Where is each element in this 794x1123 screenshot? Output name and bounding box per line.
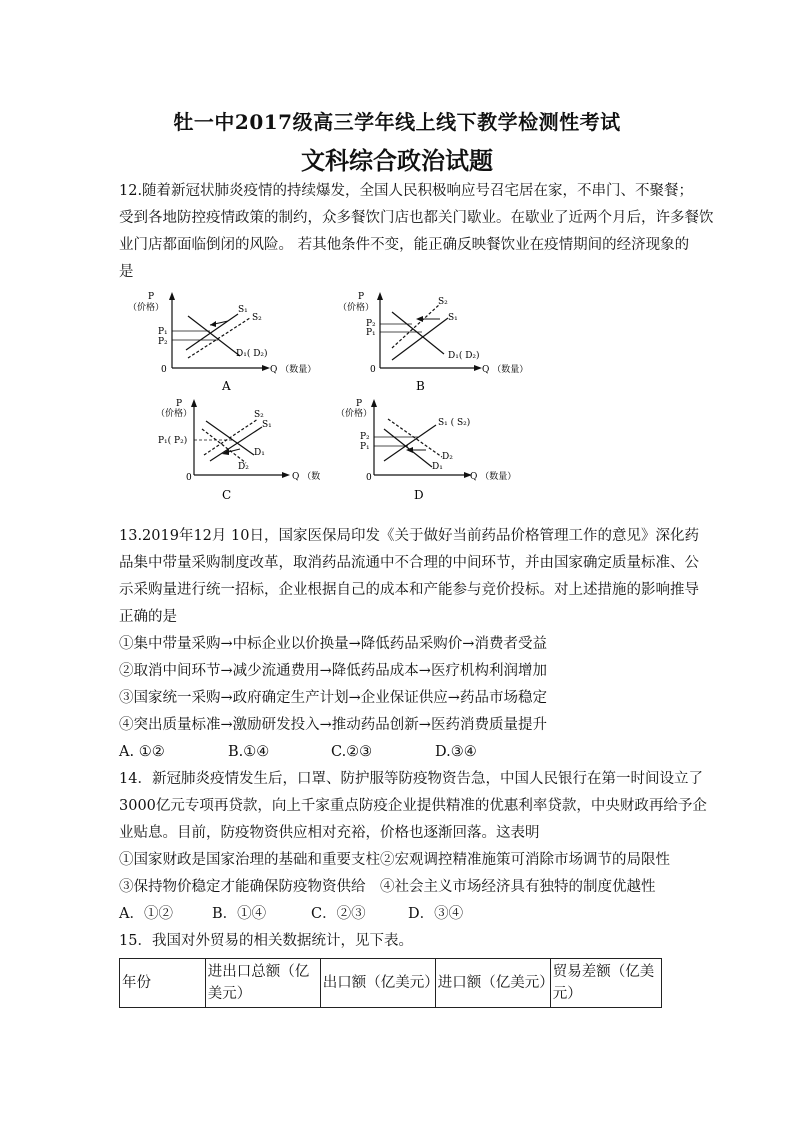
graph-a-price-p2: P₂ — [158, 337, 168, 347]
q14-choice-c: C．②③ — [311, 906, 366, 922]
q14-line-3: 业贴息。目前，防疫物资供应相对充裕，价格也逐渐回落。这表明 — [119, 825, 540, 841]
graph-b-axis-p-label: （价格） — [338, 303, 375, 313]
graph-c-curve-d1: D₁ — [254, 448, 265, 458]
q13-line-3: 示采购量进行统一招标，企业根据自己的成本和产能参与竞价投标。对上述措施的影响推导 — [119, 582, 699, 598]
graph-d-curve-d1: D₁ — [432, 462, 443, 472]
q14-option-1: ①国家财政是国家治理的基础和重要支柱②宏观调控精准施策可消除市场调节的局限性 — [119, 852, 670, 868]
q13-line-2: 品集中带量采购制度改革，取消药品流通中不合理的中间环节，并由国家确定质量标准、公 — [119, 555, 699, 571]
table-header-balance: 贸易差额（亿美元） — [550, 959, 661, 1008]
graph-d-curve-d2: D₂ — [442, 452, 453, 462]
graph-a-d-line — [188, 316, 240, 356]
graph-a-curve-d: D₁( D₂) — [236, 349, 268, 359]
graph-c-axis-p: P — [176, 399, 183, 409]
graph-d-axis-p-label: （价格） — [336, 409, 373, 419]
graph-d-curve-s: S₁ ( S₂) — [438, 418, 471, 428]
graph-a — [128, 288, 328, 398]
graph-b-origin: 0 — [370, 365, 376, 375]
graph-a-curve-s1: S₁ — [238, 305, 248, 315]
graph-a-axis-p: P — [148, 292, 155, 302]
q14-choice-d: D．③④ — [408, 906, 464, 922]
trade-data-table — [119, 958, 662, 1008]
graph-b-caption: B — [416, 379, 425, 393]
table-header-total: 进出口总额（亿美元） — [205, 959, 320, 1008]
exam-subtitle: 文科综合政治试题 — [301, 146, 493, 175]
graph-a-s1-line — [186, 314, 238, 350]
q13-choice-c: C.②③ — [331, 744, 373, 760]
graph-d-axis-q: Q （数量） — [470, 472, 517, 482]
graph-d-s-line — [384, 425, 436, 461]
graph-c-axis-p-label: （价格） — [156, 409, 193, 419]
table-header-import: 进口额（亿美元） — [435, 959, 550, 1008]
graph-c-curve-s2: S₂ — [254, 410, 264, 420]
graph-a-caption: A — [222, 379, 231, 393]
q14-line-1: 14．新冠肺炎疫情发生后，口罩、防护服等防疫物资告急，中国人民银行在第一时间设立了 — [119, 771, 703, 787]
q12-line-4: 是 — [119, 264, 134, 280]
graph-a-axis-p-label: （价格） — [128, 303, 165, 313]
q12-line-2: 受到各地防控疫情政策的制约，众多餐饮门店也都关门歇业。在歇业了近两个月后，许多餐饮 — [119, 210, 714, 226]
q12-line-3: 业门店都面临倒闭的风险。 若其他条件不变，能正确反映餐饮业在疫情期间的经济现象的 — [119, 237, 690, 253]
table-header-year: 年份 — [120, 959, 206, 1008]
q13-choice-a: A. ①② — [119, 744, 165, 760]
graph-b-axis-q: Q （数量） — [482, 365, 529, 375]
q15-text: 15．我国对外贸易的相关数据统计，见下表。 — [119, 933, 413, 949]
q13-option-2: ②取消中间环节→减少流通费用→降低药品成本→医疗机构利润增加 — [119, 663, 547, 679]
graph-b-curve-s1: S₁ — [448, 313, 458, 323]
q13-line-4: 正确的是 — [119, 609, 177, 625]
graph-a-origin: 0 — [161, 365, 167, 375]
graph-c-origin: 0 — [186, 473, 192, 483]
q14-choice-a: A．①② — [119, 906, 173, 922]
graph-b-curve-d: D₁( D₂) — [448, 351, 480, 361]
graph-c — [150, 397, 350, 507]
q13-choice-d: D.③④ — [435, 744, 477, 760]
q13-option-3: ③国家统一采购→政府确定生产计划→企业保证供应→药品市场稳定 — [119, 690, 547, 706]
q14-choice-b: B．①④ — [212, 906, 267, 922]
graph-c-price-p1p2: P₁( P₂) — [158, 436, 188, 446]
graph-c-svg — [150, 397, 350, 503]
graph-c-curve-d2: D₂ — [238, 462, 249, 472]
q13-option-4: ④突出质量标准→激励研发投入→推动药品创新→医药消费质量提升 — [119, 717, 547, 733]
graph-d-origin: 0 — [366, 473, 372, 483]
graph-b-axis-p: P — [358, 292, 365, 302]
graph-b-svg — [336, 288, 536, 394]
graph-b-price-p2: P₂ — [366, 319, 376, 329]
q13-line-1: 13.2019年12月 10日，国家医保局印发《关于做好当前药品价格管理工作的意见》深化药 — [119, 528, 699, 544]
graph-d-svg — [330, 397, 530, 503]
exam-title: 牡一中2017级高三学年线上线下教学检测性考试 — [173, 110, 621, 134]
graph-d-price-p2: P₂ — [360, 432, 370, 442]
q12-line-1: 12.随着新冠状肺炎疫情的持续爆发，全国人民积极响应号召宅居在家，不串门、不聚餐； — [119, 183, 694, 199]
graph-d-caption: D — [414, 488, 424, 502]
graph-d-axis-p: P — [356, 399, 363, 409]
graph-d-price-p1: P₁ — [360, 442, 370, 452]
graph-a-axis-q: Q （数量） — [270, 365, 317, 375]
q13-choice-b: B.①④ — [228, 744, 270, 760]
q14-line-2: 3000亿元专项再贷款，向上千家重点防疫企业提供精准的优惠利率贷款，中央财政再给予企 — [119, 798, 707, 814]
graph-b-price-p1: P₁ — [366, 328, 376, 338]
q14-option-2: ③保持物价稳定才能确保防疫物资供给 ④社会主义市场经济具有独特的制度优越性 — [119, 879, 656, 895]
graph-a-curve-s2: S₂ — [252, 313, 262, 323]
table-header-row — [120, 959, 662, 1008]
graph-c-axis-q: Q （数 — [292, 472, 321, 482]
graph-b-curve-s2: S₂ — [438, 297, 448, 307]
graph-a-svg — [128, 288, 328, 394]
graph-c-caption: C — [222, 488, 232, 502]
q13-option-1: ①集中带量采购→中标企业以价换量→降低药品采购价→消费者受益 — [119, 636, 547, 652]
graph-d — [330, 397, 530, 507]
graph-c-curve-s1: S₁ — [262, 420, 272, 430]
table-header-export: 出口额（亿美元） — [320, 959, 435, 1008]
graph-a-price-p1: P₁ — [158, 327, 168, 337]
graph-b — [336, 288, 536, 398]
graph-d-d1-line — [384, 429, 432, 467]
